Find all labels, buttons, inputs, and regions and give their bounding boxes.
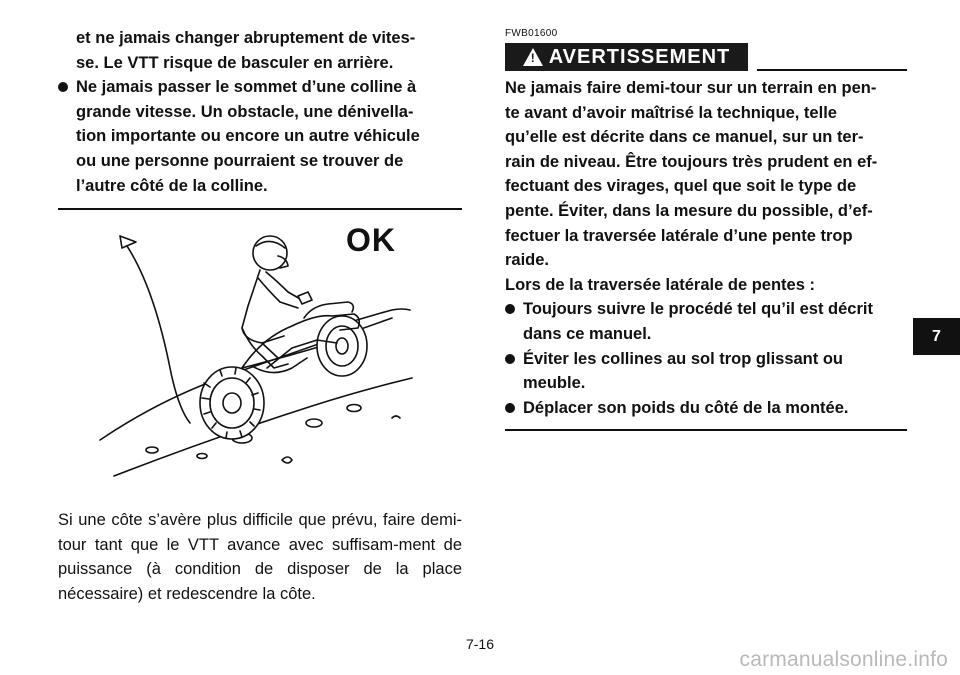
bullet-item <box>505 297 907 346</box>
banner-divider <box>757 69 907 71</box>
warning-code: FWB01600 <box>505 28 558 39</box>
bullet-line: Ne jamais passer le sommet d’une colline à <box>76 78 417 97</box>
warning-paragraph <box>505 76 907 273</box>
warning-line: te avant d’avoir maîtrisé la technique, telle <box>505 103 837 122</box>
warning-line: rain de niveau. Être toujours très prudent en ef- <box>505 152 878 171</box>
bullet-line: tion importante ou encore un autre véhicule <box>76 127 420 146</box>
bullet-line: ou une personne pourraient se trouver de <box>76 151 404 170</box>
ok-label: OK <box>346 222 396 258</box>
intro-text <box>58 26 462 75</box>
page-number: 7-16 <box>465 636 495 652</box>
section-divider <box>58 208 462 210</box>
bullet-icon <box>505 403 515 413</box>
warning-line: qu’elle est décrite dans ce manuel, sur un ter- <box>505 128 864 147</box>
warning-bottom-divider <box>505 429 907 431</box>
warning-line: pente. Éviter, dans la mesure du possible, d’ef- <box>505 201 873 220</box>
exclamation-icon: ! <box>523 48 543 66</box>
bullet-line: Éviter les collines au sol trop glissant ou <box>523 349 844 368</box>
body-paragraph: Si une côte s’avère plus difficile que prévu, faire demi-tour tant que le VTT avance avec suffisam-ment de puissance (à condition de disposer de la place nécessaire) et redescendre la côte. <box>58 511 462 603</box>
warning-line: Ne jamais faire demi-tour sur un terrain en pen- <box>505 79 877 97</box>
bullet-line: dans ce manuel. <box>523 324 652 343</box>
intro-line: et ne jamais changer abruptement de vites- <box>76 29 416 47</box>
warning-line: fectuer la traversée latérale d’une pente trop <box>505 226 853 245</box>
bullet-line: grande vitesse. Un obstacle, une dénivella- <box>76 102 414 121</box>
watermark: carmanualsonline.info <box>739 648 948 671</box>
bullet-icon <box>505 304 515 314</box>
warning-body <box>505 76 907 431</box>
traverse-heading: Lors de la traversée latérale de pentes : <box>505 275 815 294</box>
warning-line: fectuant des virages, quel que soit le type de <box>505 177 857 196</box>
bullet-line: Toujours suivre le procédé tel qu’il est décrit <box>523 300 873 319</box>
intro-line: se. Le VTT risque de basculer en arrière. <box>76 53 394 72</box>
bullet-line: meuble. <box>523 374 586 393</box>
chapter-tab: 7 <box>913 318 960 355</box>
bullet-icon <box>505 354 515 364</box>
bullet-item <box>58 75 462 198</box>
bullet-item <box>505 396 907 421</box>
bullet-line: l’autre côté de la colline. <box>76 176 268 195</box>
warning-banner <box>505 43 748 71</box>
bullet-item <box>505 347 907 396</box>
bullet-icon <box>58 82 68 92</box>
warning-title: AVERTISSEMENT <box>548 45 731 68</box>
warning-line: raide. <box>505 251 550 270</box>
left-column <box>58 26 462 210</box>
bullet-line: Déplacer son poids du côté de la montée. <box>523 398 849 417</box>
